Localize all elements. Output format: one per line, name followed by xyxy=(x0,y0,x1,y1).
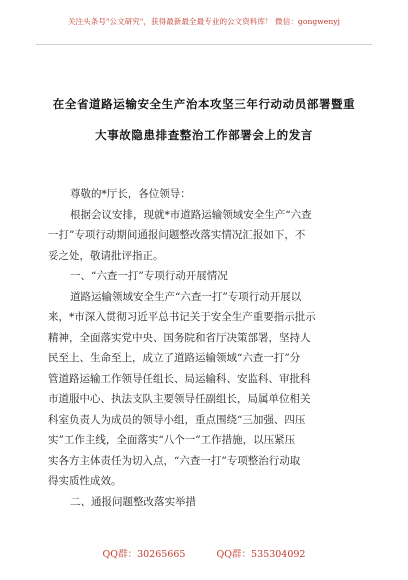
footer-qq-1: QQ群：30265665 xyxy=(102,549,186,560)
section-2-heading: 二、通报问题整改落实举措 xyxy=(70,495,196,508)
intro-line: 根据会议安排，现就*市道路运输领域安全生产“六查 xyxy=(70,208,312,221)
document-title-line-2: 大事故隐患排查整治工作部署会上的发言 xyxy=(95,128,313,142)
intro-line: 妥之处，敬请批评指正。 xyxy=(48,249,164,262)
section-1-line: 来，*市深入贯彻习近平总书记关于安全生产重要指示批示 xyxy=(48,311,316,323)
header-promo-note: 关注头条号"公文研究"，获得最新最全最专业的公文资料库！ 微信：gongwenyj xyxy=(67,17,341,26)
section-1-line: 科室负责人为成员的领导小组，重点围绕“三加强、四压 xyxy=(48,413,306,426)
section-1-line: 道路运输领域安全生产“六查一打”专项行动开展以 xyxy=(70,290,302,303)
section-1-line: 民至上、生命至上，成立了道路运输领域“六查一打”分 xyxy=(48,352,301,364)
header-divider xyxy=(36,44,372,45)
document-title-line-1: 在全省道路运输安全生产治本攻坚三年行动动员部署暨重 xyxy=(52,97,356,111)
section-1-line: 精神，全面落实党中央、国务院和省厅决策部署，坚持人 xyxy=(48,331,311,344)
section-1-heading: 一、“六查一打”专项行动开展情况 xyxy=(70,270,228,282)
section-1-line: 得实质性成效。 xyxy=(48,475,122,487)
footer-qq-2: QQ群：535304092 xyxy=(216,549,306,560)
intro-line: 一打”专项行动期间通报问题整改落实情况汇报如下，不 xyxy=(48,229,306,241)
section-1-line: 实”工作主线，全面落实“八个一”工作措施，以压紧压 xyxy=(48,434,296,446)
salutation: 尊敬的*厅长，各位领导： xyxy=(70,188,191,200)
document-body xyxy=(48,184,362,512)
section-1-line: 市道服中心、执法支队主要领导任副组长，局属单位相关 xyxy=(48,393,311,405)
footer-qq-groups xyxy=(0,546,408,560)
section-1-line: 管道路运输工作领导任组长、局运输科、安监科、审批科 xyxy=(48,372,311,385)
section-1-line: 实各方主体责任为切入点，“六查一打”专项整治行动取 xyxy=(48,454,301,467)
